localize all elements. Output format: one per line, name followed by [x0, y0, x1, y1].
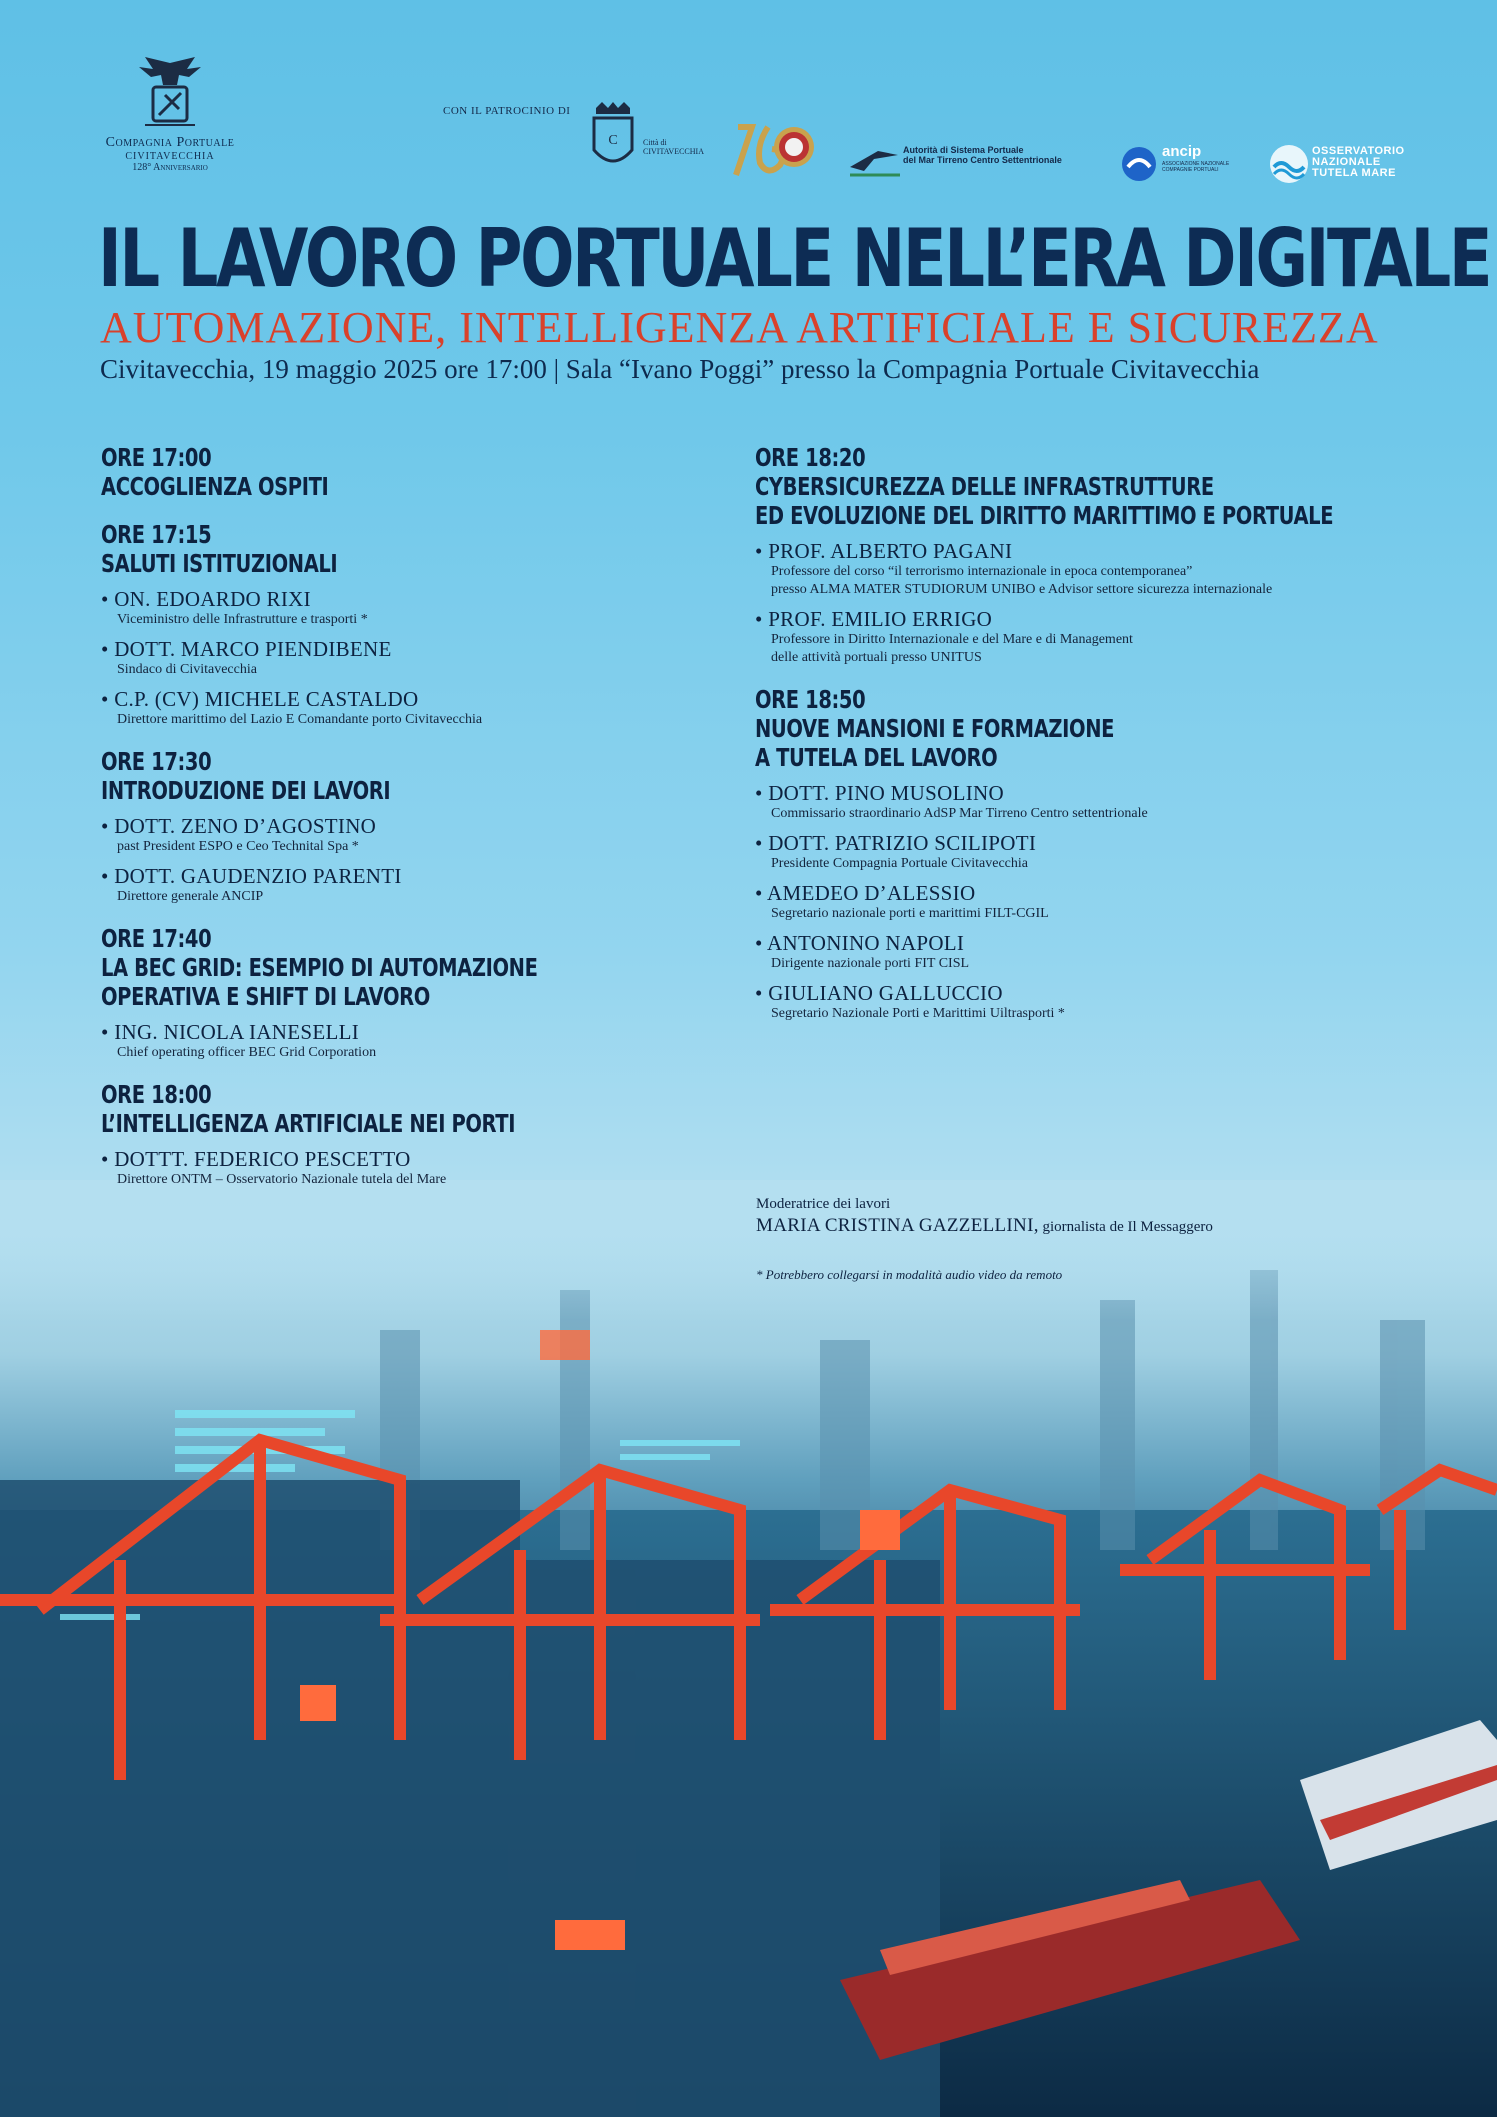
- session-title: L’INTELLIGENZA ARTIFICIALE NEI PORTI: [101, 1109, 516, 1138]
- program-session: [101, 519, 721, 729]
- speaker-name: • PROF. ALBERTO PAGANI: [755, 539, 1013, 563]
- speaker-name: • DOTT. PINO MUSOLINO: [755, 781, 1004, 805]
- speaker-role: Segretario nazionale porti e marittimi FILT-CGIL: [771, 906, 1049, 921]
- event-dateline: Civitavecchia, 19 maggio 2025 ore 17:00 | Sala “Ivano Poggi” presso la Compagnia Portuale Civitavecchia: [100, 354, 1260, 384]
- city-crest-icon: [588, 100, 638, 176]
- speaker: [755, 607, 1455, 667]
- speaker: [755, 781, 1455, 823]
- speaker-name: • DOTT. ZENO D’AGOSTINO: [101, 814, 377, 838]
- moderator-block: [756, 1196, 1213, 1237]
- ontm-wave-icon: [1268, 143, 1310, 185]
- session-title: ED EVOLUZIONE DEL DIRITTO MARITTIMO E PORTUALE: [755, 501, 1334, 530]
- remote-note: * Potrebbero collegarsi in modalità audio video da remoto: [756, 1267, 1063, 1282]
- ontm-line2: NAZIONALE: [1312, 156, 1381, 168]
- speaker-role: Presidente Compagnia Portuale Civitavecchia: [771, 856, 1028, 871]
- speaker: [101, 1147, 721, 1189]
- speaker: [101, 1020, 721, 1062]
- subtitle: AUTOMAZIONE, INTELLIGENZA ARTIFICIALE E SICUREZZA: [100, 303, 1379, 352]
- speaker-name: • GIULIANO GALLUCCIO: [755, 981, 1003, 1005]
- session-time: ORE 17:15: [101, 520, 212, 549]
- adsp-line2: del Mar Tirreno Centro Settentrionale: [903, 155, 1062, 165]
- compagnia-name: Compagnia Portuale: [105, 135, 235, 150]
- speaker-role: Viceministro delle Infrastrutture e trasporti *: [117, 612, 368, 627]
- speaker-name: • C.P. (CV) MICHELE CASTALDO: [101, 687, 419, 711]
- speaker-role: Dirigente nazionale porti FIT CISL: [771, 956, 970, 971]
- session-time: ORE 18:20: [755, 443, 866, 472]
- program-session: [101, 1079, 721, 1189]
- eagle-emblem-icon: [135, 55, 205, 133]
- session-title: NUOVE MANSIONI E FORMAZIONE: [755, 714, 1115, 743]
- speaker-role: Direttore marittimo del Lazio E Comandante porto Civitavecchia: [117, 712, 483, 727]
- speaker-role: delle attività portuali presso UNITUS: [771, 650, 982, 665]
- speaker-role: Direttore ONTM – Osservatorio Nazionale tutela del Mare: [117, 1172, 447, 1187]
- program-session: [101, 746, 721, 906]
- speaker: [755, 981, 1455, 1023]
- speaker: [755, 931, 1455, 973]
- speaker: [755, 831, 1455, 873]
- logo-bar: [0, 55, 1497, 205]
- speaker: [101, 637, 721, 679]
- session-time: ORE 17:40: [101, 924, 212, 953]
- speaker-name: • ING. NICOLA IANESELLI: [101, 1020, 360, 1044]
- session-title: CYBERSICUREZZA DELLE INFRASTRUTTURE: [755, 472, 1214, 501]
- ancip-sub2: COMPAGNIE PORTUALI: [1162, 167, 1219, 173]
- main-title: IL LAVORO PORTUALE NELL’ERA DIGITALE: [98, 212, 1491, 305]
- session-title: A TUTELA DEL LAVORO: [755, 743, 998, 772]
- session-title: ACCOGLIENZA OSPITI: [101, 472, 329, 501]
- speaker-role: past President ESPO e Ceo Technital Spa *: [117, 839, 359, 854]
- speaker: [101, 814, 721, 856]
- speaker-role: Segretario Nazionale Porti e Marittimi Uiltrasporti *: [771, 1006, 1065, 1021]
- patrocinio-label: CON IL PATROCINIO DI: [443, 105, 571, 117]
- session-time: ORE 17:30: [101, 747, 212, 776]
- program-session: [755, 684, 1455, 1023]
- compagnia-city: CIVITAVECCHIA: [125, 151, 215, 162]
- session-title: OPERATIVA E SHIFT DI LAVORO: [101, 982, 430, 1011]
- session-title: LA BEC GRID: ESEMPIO DI AUTOMAZIONE: [101, 953, 538, 982]
- speaker: [101, 687, 721, 729]
- speaker-role: Sindaco di Civitavecchia: [117, 662, 257, 677]
- compagnia-portuale-logo: [95, 55, 245, 173]
- session-time: ORE 18:00: [101, 1080, 212, 1109]
- speaker-name: • DOTT. MARCO PIENDIBENE: [101, 637, 392, 661]
- moderator-line: [756, 1215, 1213, 1237]
- speaker-name: • DOTT. PATRIZIO SCILIPOTI: [755, 831, 1037, 855]
- ancip-circle-icon: [1120, 145, 1158, 183]
- adsp-wave-icon: [848, 145, 903, 181]
- session-time: ORE 18:50: [755, 685, 866, 714]
- ontm-line1: OSSERVATORIO: [1312, 145, 1405, 157]
- speaker-role: Professore del corso “il terrorismo internazionale in epoca contemporanea”: [771, 564, 1193, 579]
- adsp-logo: [848, 145, 1073, 185]
- speaker-role: Professore in Diritto Internazionale e del Mare e di Management: [771, 632, 1133, 647]
- program-right-column: [755, 442, 1455, 1040]
- svg-text:C: C: [608, 133, 618, 148]
- adsp-line1: Autorità di Sistema Portuale: [903, 145, 1024, 155]
- moderator-description: giornalista de Il Messaggero: [1038, 1219, 1213, 1235]
- speaker: [101, 864, 721, 906]
- speaker: [101, 587, 721, 629]
- session-title: INTRODUZIONE DEI LAVORI: [101, 776, 391, 805]
- speaker: [755, 539, 1455, 599]
- ontm-logo: [1268, 143, 1418, 189]
- ancip-sub1: ASSOCIAZIONE NAZIONALE: [1162, 161, 1230, 167]
- anniversary-seal-icon: [728, 105, 823, 185]
- speaker-name: • AMEDEO D’ALESSIO: [755, 881, 976, 905]
- session-title: SALUTI ISTITUZIONALI: [101, 549, 338, 578]
- speaker-role: Commissario straordinario AdSP Mar Tirreno Centro settentrionale: [771, 806, 1148, 821]
- ancip-logo: [1120, 145, 1240, 185]
- civitavecchia-logo: [588, 100, 708, 180]
- civitavecchia-line2: CIVITAVECCHIA: [643, 147, 704, 156]
- speaker-name: • DOTT. GAUDENZIO PARENTI: [101, 864, 402, 888]
- ancip-name: ancip: [1162, 143, 1202, 160]
- ontm-line3: TUTELA MARE: [1312, 167, 1396, 179]
- compagnia-anniversary: 128° Anniversario: [132, 162, 208, 173]
- moderator-label: Moderatrice dei lavori: [756, 1196, 891, 1212]
- speaker-role: Chief operating officer BEC Grid Corporation: [117, 1045, 377, 1060]
- speaker-name: • PROF. EMILIO ERRIGO: [755, 607, 993, 631]
- program-session: [101, 923, 721, 1062]
- program-session: [755, 442, 1455, 667]
- speaker-name: • ANTONINO NAPOLI: [755, 931, 965, 955]
- session-time: ORE 17:00: [101, 443, 212, 472]
- speaker-name: • DOTTT. FEDERICO PESCETTO: [101, 1147, 411, 1171]
- speaker-name: • ON. EDOARDO RIXI: [101, 587, 311, 611]
- speaker: [755, 881, 1455, 923]
- speaker-role: presso ALMA MATER STUDIORUM UNIBO e Advisor settore sicurezza internazionale: [771, 582, 1273, 597]
- speaker-role: Direttore generale ANCIP: [117, 889, 264, 904]
- program-session: [101, 442, 721, 502]
- civitavecchia-line1: Città di: [643, 138, 667, 147]
- anniversary-160-logo: [728, 105, 823, 185]
- moderator-name: MARIA CRISTINA GAZZELLINI,: [756, 1215, 1039, 1236]
- port-illustration: [0, 1180, 1497, 2117]
- program-left-column: [101, 442, 721, 1206]
